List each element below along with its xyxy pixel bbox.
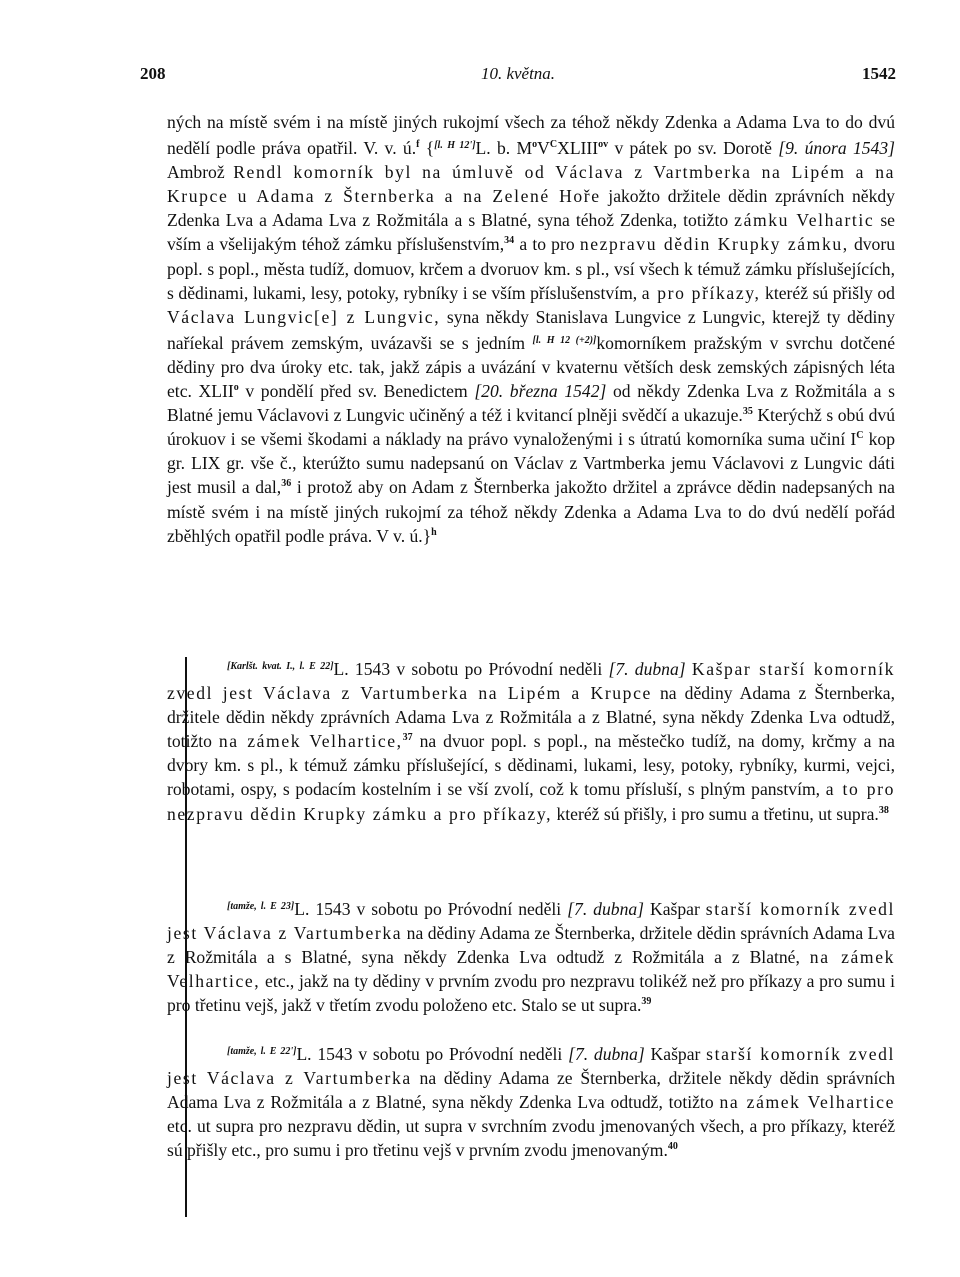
superscript: ov [598,139,609,151]
footnote-mark: 35 [742,406,753,418]
text-run: a to pro [514,234,580,255]
spaced-text: a to pro nezpravu dědin Krupky zámku a pro příkazy, [167,779,895,824]
text-run: v pondělí před sv. Benedictem [238,381,475,402]
spaced-text: na zámek Velhartice, [167,947,896,992]
paragraph-3 [167,895,895,1017]
text-run: v pátek po sv. Dorotě [608,138,779,159]
footnote-mark: f [416,139,420,151]
text-run: i protož aby on Adam z Šternberka jakožto držitel a zprávce dědin nadepsaných na místě svém i na místě jiných rukojmí za téhož někdy Zdenka a Adama Lva to do dvú nedělí pořád zběhlých opatřil podle práva. V v. ú. [167,477,895,546]
footnote-mark: 37 [402,732,413,744]
text-run: kteréž sú přišly, i pro sumu a třetinu, ut supra. [552,803,879,824]
paragraph-1 [167,110,895,548]
spaced-text: starší komorník zvedl jest Václava z Vartumberka [167,1044,895,1089]
text-run: jakožto držitele dědin zprávních někdy Zdenka Lva a Adama Lva z Rožmitála a s Blatné, syna téhož Zdenka, totižto [167,186,895,231]
brace-open: { [425,138,435,159]
text-run: na dědiny Adama ze Šternberka, držitele dědin správních Adama Lva z Rožmitála a s Blatné, syna někdy Zdenka Lva odtudž z Rožmitála a z Blatné, [167,923,895,968]
text-run: komorníkem pražským v svrchu dotčené dědiny pro dva úroky etc. tak, jakž zápis a uvázání v kvaternu větších desk zemských zápisných léta etc. XLII [167,332,896,402]
footnote-mark: 40 [667,1141,678,1153]
text-run: od někdy Zdenka Lva z Rožmitála a s Blatné jemu Václavovi z Lungvic učiněný a též i kvitancí plněji svědčí a ukazuje. [167,381,895,426]
date-note: [7. dubna] [568,1044,645,1064]
paragraph-4 [167,1040,895,1162]
brace-close: } [422,525,432,546]
text-run: Kašpar [644,1044,707,1064]
text-run: kop gr. LIX gr. vše č., kterúžto sumu nadepsanú on Václav z Vartmberka jemu Václavovi z Lungvic dáti jest musil a dal, [167,429,895,498]
date-note: [20. března 1542] [474,381,607,402]
spaced-text: na zámek Velhartice [719,1092,895,1113]
text-run: XLIII [557,138,599,159]
spaced-text: na zámek Velhartice, [218,731,403,752]
text-run: na dědiny Adama z Šternberka, držitele dědin někdy zprávních Adama Lva z Rožmitála a z Blatné, syna někdy Zdenka Lva odtudž, totižto [167,683,896,752]
header-year: 1542 [862,64,896,83]
text-run: etc., jakž na ty dědiny v prvním zvodu pro nezpravu tolikéž než pro příkazy a pro sumu i pro třetinu vejš, jakž v třetím zvodu položeno etc. Stalo se ut supra. [167,971,895,1016]
text-run: Ambrož [167,162,234,183]
text-run: Kterýchž s obú dvú úrokuov i se všemi škodami a náklady na právo vynaloženými i s útratú komorníka suma učiní I [167,405,896,450]
text-run: dvoru popl. s popl., města tudíž, domuov, krčem a dvoruov km. s pl., vsí všech k témuž zámku příslušejících, s dědinami, lukami, lesy, potoky, rybníky i se vším příslušenstvím, [167,234,895,303]
text-run: L. b. M [475,138,533,159]
running-title: 10. května. [480,64,556,83]
spaced-text: Rendl komorník byl na úmluvě od Václava z Vartmberka na Lipém a na Krupce u Adama z Šternberka a na Zelené Hoře [167,162,895,207]
superscript: C [856,430,864,442]
folio-siglum: [l. H 12 (+2)] [532,334,597,346]
page-header [140,64,896,90]
text-run: Kašpar [644,899,706,919]
text-run: kteréž sú přišly od [760,282,895,303]
text-run: L. 1543 v sobotu po Próvodní neděli [333,659,609,679]
spaced-text: nezpravu dědin Krupky zámku, [579,234,849,255]
superscript: C [549,139,558,151]
superscript: o [233,382,239,394]
spaced-text: zámku Velhartic [734,210,875,231]
date-note: [9. února 1543] [778,138,895,159]
paragraph-2 [167,655,895,826]
text-run: syna někdy Stanislava Lungvice z Lungvic, kterejž ty dědiny naříekal právem zemským, uvázavši se s jedním [167,306,896,353]
text-run: ných na místě svém i na místě jiných rukojmí všech za téhož někdy Zdenka a Adama Lva to do dvú nedělí podle práva opatřil. V. v. ú. [167,112,895,159]
text-run: na dvuor popl. s popl., na městečko tudíž, na domy, krčmy a na dvory km. s pl., k témuž zámku příslušející, s dědinami, lukami, lesy, potoky, rybníky, kurmi, vejci, robotami, ospy, s podacím kostelním i se vší zvolí, což k tomu přísluší, s plným panstvím, [167,731,895,800]
text-run: L. 1543 v sobotu po Próvodní neděli [296,1044,569,1064]
text-run: se vším a všelijakým téhož zámku příslušenstvím, [167,210,895,255]
spaced-text: Václava Lungvic[e] z Lungvic, [167,306,441,327]
text-run: V [537,138,550,159]
superscript: o [532,139,538,151]
folio-siglum: [Karlšt. kvat. I., l. E 22] [227,661,334,672]
footnote-mark: 34 [504,235,515,247]
spaced-text: Kašpar starší komorník zvedl jest Václava z Vartumberka na Lipém a Krupce [167,659,895,704]
spaced-text: starší komorník zvedl jest Václava z Vartumberka [167,899,895,944]
folio-siglum: [tamže, l. E 22'] [227,1046,297,1057]
footnote-mark: 39 [641,996,652,1008]
footnote-mark: 38 [878,804,889,816]
text-run: L. 1543 v sobotu po Próvodní neděli [294,899,568,919]
footnote-mark: 36 [281,478,292,490]
text-run: etc. ut supra pro nezpravu dědin, ut supra v svrchním zvodu jmenovaných všech, a pro příkazy, kteréž sú přišly etc., pro sumu i pro třetinu vejš v prvním zvodu jmenovaným. [167,1116,895,1161]
page-number: 208 [140,64,166,83]
footnote-mark: h [431,526,437,538]
spaced-text: a pro příkazy, [641,282,761,303]
date-note: [7. dubna] [608,659,686,679]
text-run: na dědiny Adama ze Šternberka, držitele někdy dědin správních Adama Lva z Rožmitála a z Blatné, syna někdy Zdenka Lva odtudž, totižto [167,1068,895,1113]
date-note: [7. dubna] [567,899,645,919]
folio-siglum: [l. H 12'] [434,140,476,152]
folio-siglum: [tamže, l. E 23] [227,901,295,912]
